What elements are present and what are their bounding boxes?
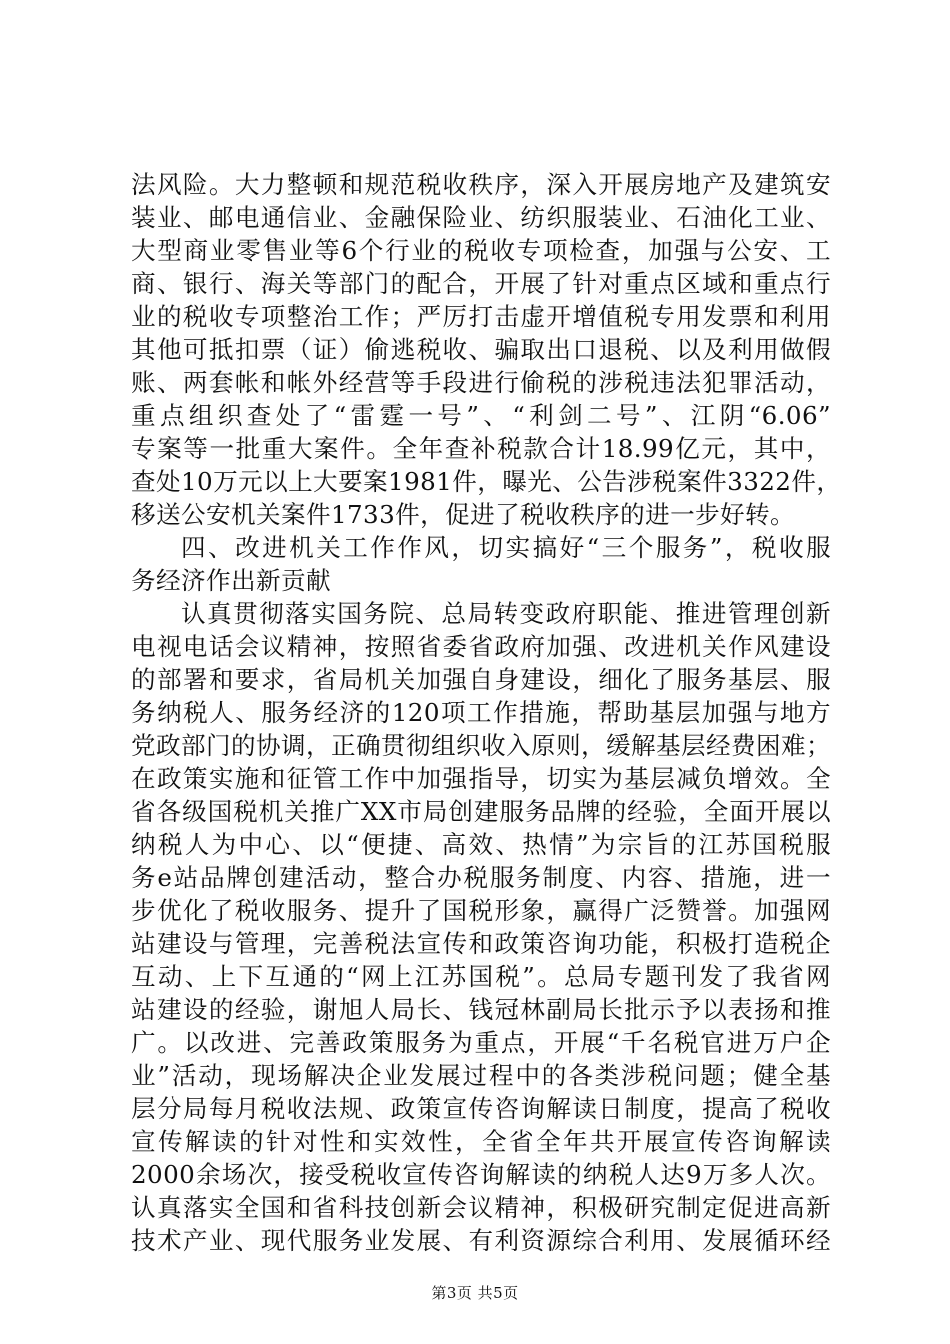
- text-line: 查处10万元以上大要案1981件，曝光、公告涉税案件3322件，: [131, 467, 842, 496]
- text-line: 层分局每月税收法规、政策宣传咨询解读日制度，提高了税收: [131, 1094, 831, 1123]
- text-line: 移送公安机关案件1733件，促进了税收秩序的进一步好转。: [131, 500, 796, 529]
- text-line: 法风险。大力整顿和规范税收秩序，深入开展房地产及建筑安: [131, 170, 831, 199]
- text-line: 商、银行、海关等部门的配合，开展了针对重点区域和重点行: [131, 269, 831, 298]
- text-line: 认真落实全国和省科技创新会议精神，积极研究制定促进高新: [131, 1193, 831, 1222]
- page-number-footer: 第3页 共5页: [431, 1284, 519, 1302]
- text-line: 大型商业零售业等6个行业的税收专项检查，加强与公安、工: [131, 236, 831, 265]
- text-line: 在政策实施和征管工作中加强指导，切实为基层减负增效。全: [131, 764, 831, 793]
- text-line: 站建设的经验，谢旭人局长、钱冠林副局长批示予以表扬和推: [131, 995, 831, 1024]
- text-line: 业”活动，现场解决企业发展过程中的各类涉税问题；健全基: [131, 1061, 831, 1090]
- text-line: 专案等一批重大案件。全年查补税款合计18.99亿元，其中，: [131, 434, 831, 463]
- text-line: 宣传解读的针对性和实效性，全省全年共开展宣传咨询解读: [131, 1127, 831, 1156]
- text-line: 务纳税人、服务经济的120项工作措施，帮助基层加强与地方: [131, 698, 831, 727]
- text-line: 纳税人为中心、以“便捷、高效、热情”为宗旨的江苏国税服: [131, 830, 831, 859]
- text-line: 互动、上下互通的“网上江苏国税”。总局专题刊发了我省网: [131, 962, 831, 991]
- text-line: 步优化了税收服务、提升了国税形象，赢得广泛赞誉。加强网: [131, 896, 831, 925]
- text-line: 装业、邮电通信业、金融保险业、纺织服装业、石油化工业、: [131, 203, 831, 232]
- text-line: 其他可抵扣票（证）偷逃税收、骗取出口退税、以及利用做假: [131, 335, 831, 364]
- text-line: 党政部门的协调，正确贯彻组织收入原则，缓解基层经费困难；: [131, 731, 831, 760]
- section-heading-continued: 务经济作出新贡献: [131, 566, 331, 595]
- text-line: 账、两套帐和帐外经营等手段进行偷税的涉税违法犯罪活动，: [131, 368, 831, 397]
- paragraph-first-line: 认真贯彻落实国务院、总局转变政府职能、推进管理创新: [181, 599, 831, 628]
- text-line: 广。以改进、完善政策服务为重点，开展“千名税官进万户企: [131, 1028, 831, 1057]
- text-line: 业的税收专项整治工作；严厉打击虚开增值税专用发票和利用: [131, 302, 831, 331]
- text-line: 的部署和要求，省局机关加强自身建设，细化了服务基层、服: [131, 665, 831, 694]
- text-line: 2000余场次，接受税收宣传咨询解读的纳税人达9万多人次。: [131, 1160, 831, 1189]
- text-line: 技术产业、现代服务业发展、有利资源综合利用、发展循环经: [131, 1226, 831, 1255]
- text-line: 重点组织查处了“雷霆一号”、“利剑二号”、江阴“6.06”: [131, 401, 831, 430]
- text-line: 省各级国税机关推广XX市局创建服务品牌的经验，全面开展以: [131, 797, 831, 826]
- text-line: 务e站品牌创建活动，整合办税服务制度、内容、措施，进一: [131, 863, 831, 892]
- section-heading: 四、改进机关工作作风，切实搞好“三个服务”，税收服: [181, 533, 831, 562]
- body-text: [131, 168, 842, 1257]
- text-line: 站建设与管理，完善税法宣传和政策咨询功能，积极打造税企: [131, 929, 831, 958]
- text-line: 电视电话会议精神，按照省委省政府加强、改进机关作风建设: [131, 632, 831, 661]
